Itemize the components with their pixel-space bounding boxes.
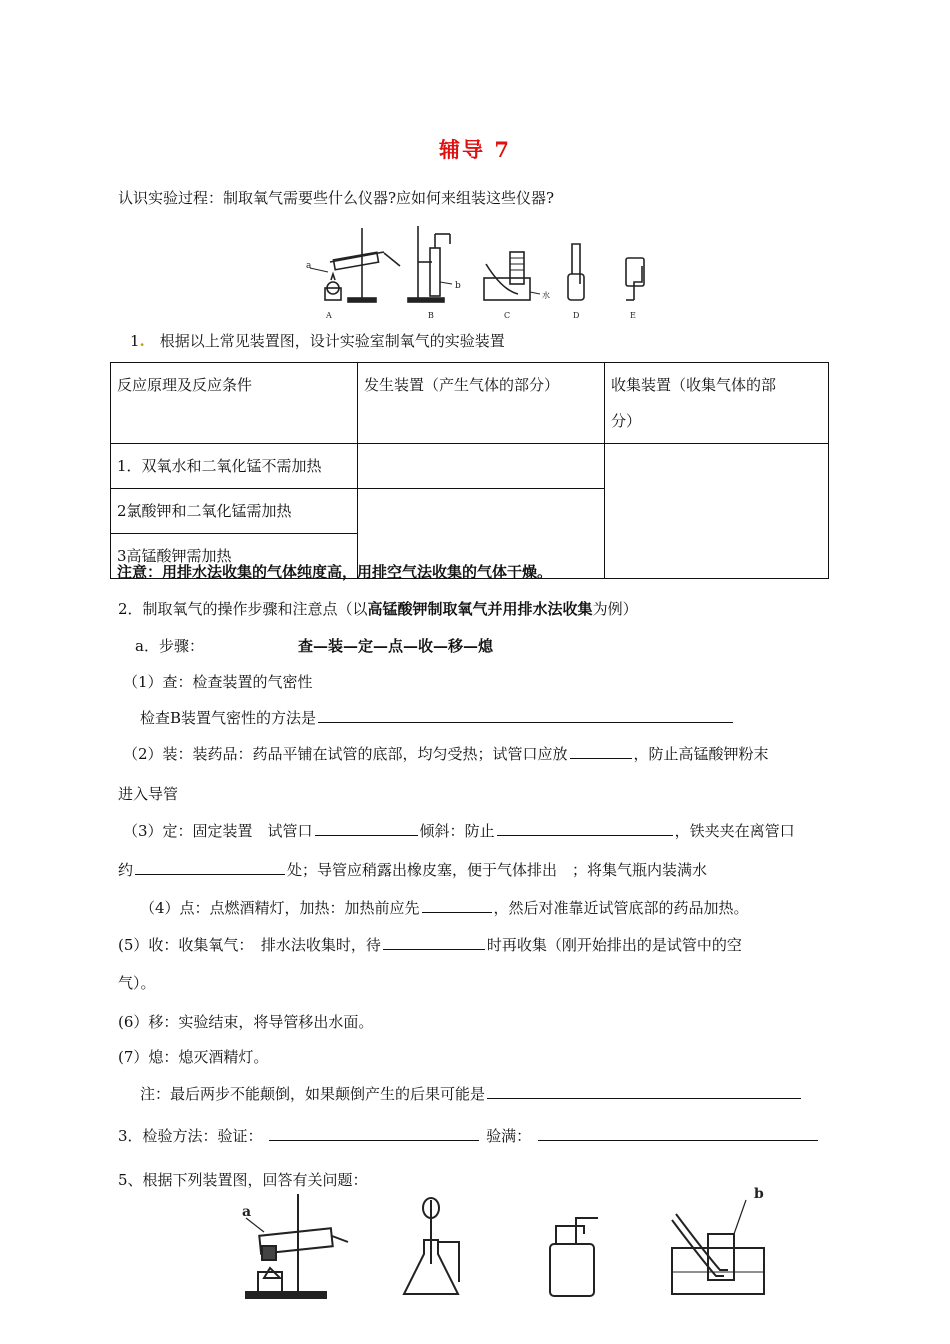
fig2-label-a: a [242,1204,252,1220]
step-4-text-b: ，然后对准靠近试管底部的药品加热。 [493,899,749,917]
blank-full[interactable] [538,1125,818,1141]
step-5-cont: 气）。 [118,974,156,992]
step-2-cont: 进入导管 [118,785,179,803]
q3-verify-label: 3．检验方法：验证： [118,1127,263,1145]
q5-heading: 5、根据下列装置图，回答有关问题： [118,1171,368,1189]
table-cell-collector[interactable] [605,444,829,579]
step-1-check [140,707,735,728]
blank-verify[interactable] [269,1125,479,1141]
fig1-label-B: B [428,311,434,320]
blank-consequence[interactable] [487,1083,801,1099]
q1-number: 1 [130,332,140,350]
table-row-3: 3高锰酸钾需加热 [111,534,358,579]
apparatus-figure-1 [300,222,660,322]
steps-value: 查—装—定—点—收—移—熄 [298,637,494,655]
fig1-label-A: A [326,311,332,320]
q1-heading [130,330,505,351]
step-4-text-a: （4）点：点燃酒精灯，加热：加热前应先 [140,899,420,917]
q3-full-label: 验满： [486,1127,532,1145]
step-3-text-c: 防止 [464,822,495,840]
q1-text: 根据以上常见装置图，设计实验室制氧气的实验装置 [159,332,505,350]
q3-line [118,1125,820,1146]
step-3-text-b: 倾斜： [419,822,465,840]
fig1-label-b: b [455,281,461,291]
table-header-generator: 发生装置（产生气体的部分） [358,363,605,444]
table-row-1: 1．双氧水和二氧化锰不需加热 [111,444,358,489]
q1-dot: . [139,332,145,350]
fig1-label-water: 水 [542,291,550,300]
table-cell-generator-1[interactable] [358,444,605,489]
fig2-label-b: b [754,1186,764,1202]
step-3 [123,820,795,841]
step-6: (6）移：实验结束，将导管移出水面。 [118,1013,374,1031]
table-header-collector [605,363,829,444]
step-3-text-a: （3）定：固定装置 试管口 [123,822,313,840]
blank-collect-when[interactable] [383,934,485,950]
blank-tilt-direction[interactable] [315,820,418,836]
step-2-text-a: （2）装：装药品：药品平铺在试管的底部，均匀受热；试管口应放 [123,745,568,763]
fig1-label-a: a [306,261,312,271]
fig1-label-E: E [630,311,636,320]
step-1: （1）查：检查装置的气密性 [123,673,313,691]
q2-intro-prefix: 2．制取氧气的操作步骤和注意点（以 [118,600,368,618]
step-4 [140,897,749,918]
apparatus-design-table [110,362,829,579]
table-header-collector-line1: 收集装置（收集气体的部 [611,376,777,394]
apparatus-figure-2 [236,1184,816,1304]
step-3-text-d: ，铁夹夹在离管口 [674,822,795,840]
q2-intro-bold: 高锰酸钾制取氧气并用排水法收集 [367,600,593,618]
blank-airtight-method[interactable] [318,707,733,723]
step-5 [118,934,742,955]
step-2 [123,743,769,764]
page-title: 辅导 7 [439,137,511,162]
steps-label: a．步骤： [135,637,204,655]
step-5-text-a: (5）收：收集氧气： 排水法收集时，待 [118,936,381,954]
blank-tube-mouth[interactable] [570,743,632,759]
step-7: (7）熄：熄灭酒精灯。 [118,1048,269,1066]
step-1-check-text: 检查B装置气密性的方法是 [140,709,317,727]
blank-clamp-distance[interactable] [135,859,285,875]
table-header-collector-line2: 分） [611,412,642,430]
q2-intro-suffix: 为例） [592,600,638,618]
note-order [140,1083,803,1104]
step-5-text-b: 时再收集（刚开始排出的是试管中的空 [486,936,742,954]
table-header-principle: 反应原理及反应条件 [111,363,358,444]
fig1-label-C: C [504,311,511,320]
step-2-text-b: ，防止高锰酸钾粉末 [633,745,769,763]
blank-prevent[interactable] [497,820,673,836]
fig1-label-D: D [573,311,580,320]
q2-heading [118,598,638,619]
note-collection: 注意：用排水法收集的气体纯度高，用排空气法收集的气体干燥。 [117,563,553,581]
table-row-2: 2氯酸钾和二氧化锰需加热 [111,489,358,534]
step-3-text-f: 处；导管应稍露出橡皮塞，便于气体排出 ；将集气瓶内装满水 [287,861,708,879]
intro-text: 认识实验过程：制取氧气需要些什么仪器?应如何来组装这些仪器? [118,189,555,207]
step-3-text-e: 约 [118,861,134,879]
note-order-text: 注：最后两步不能颠倒，如果颠倒产生的后果可能是 [140,1085,486,1103]
blank-preheat[interactable] [422,897,492,913]
step-3-cont [118,859,707,880]
